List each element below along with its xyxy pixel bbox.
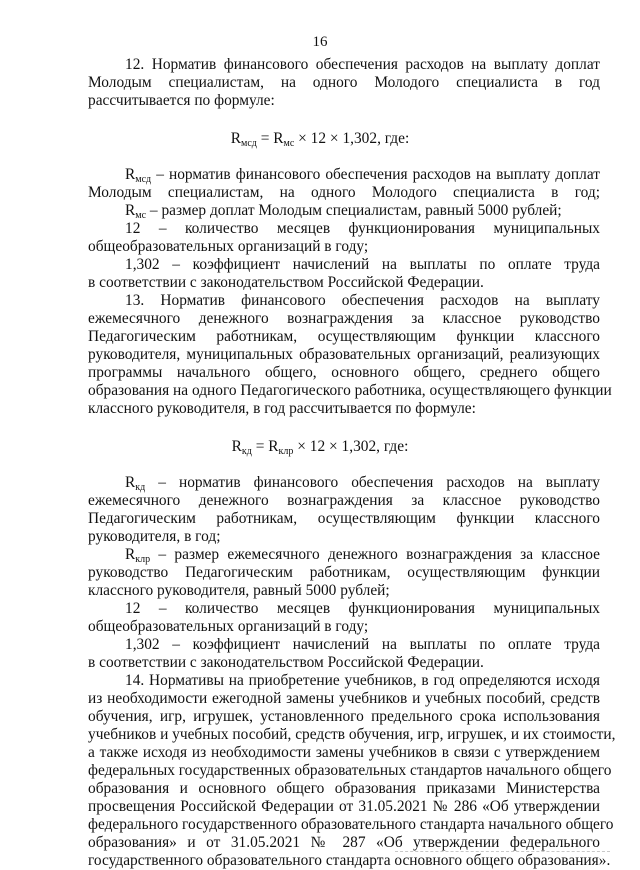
definition-r-msd: $R_{мсд}$ – норматив финансового обеспечения расходов на выплату доплат: [125, 166, 600, 185]
definition-line: общеобразовательных организаций в году;: [88, 618, 369, 635]
item-14-line: федерального государственного образовательного стандарта начального общего: [88, 816, 614, 833]
formula-1-rhs: $R_{мс}$: [273, 130, 295, 149]
item-13-line: ежемесячного денежного вознаграждения за классное руководство: [88, 310, 600, 327]
definition-12: 12 – количество месяцев функционирования муниципальных: [125, 220, 600, 237]
formula-2: $R_{кд} = R_{клр} \times 12 \times 1,302$, где:: [231, 438, 409, 457]
page-number: 16: [312, 34, 328, 50]
definition-line: классного руководителя, равный 5000 рублей;: [88, 582, 390, 599]
definition-1302: 1,302 – коэффициент начислений на выплаты по оплате труда: [125, 636, 600, 653]
formula-2-lhs: $R_{кд}$: [231, 438, 252, 457]
item-13-line: 13. Норматив финансового обеспечения расходов на выплату: [125, 292, 600, 309]
item-13-line: руководителя, муниципальных образовательных организаций, реализующих: [88, 346, 600, 363]
item-14-line: государственного образовательного стандарта основного общего образования».: [88, 852, 611, 869]
definition-r-kd: $R_{кд}$ – норматив финансового обеспечения расходов на выплату: [125, 474, 600, 493]
item-14-line: просвещения Российской Федерации от 31.05.2021 № 286 «Об утверждении: [88, 798, 600, 815]
definition-r-klr: $R_{клр}$ – размер ежемесячного денежного вознаграждения за классное: [125, 546, 600, 565]
formula-2-rhs: $R_{клр}$: [268, 438, 294, 457]
formula-1-lhs: $R_{мсд}$: [230, 130, 257, 149]
item-14-line: обучения, игр, игрушек, установленного предельного срока использования: [88, 708, 600, 725]
item-14-line: образования и основного общего образования приказами Министерства: [88, 780, 600, 797]
formula-1: $R_{мсд} = R_{мс} \times 12 \times 1,302$, где:: [230, 130, 410, 149]
definition-line: руководителя, в год;: [88, 528, 221, 545]
scan-artifact-rule: [395, 851, 610, 852]
item-12-line: 12. Норматив финансового обеспечения расходов на выплату доплат: [125, 56, 600, 73]
definition-12: 12 – количество месяцев функционирования муниципальных: [125, 600, 600, 617]
definition-line: ежемесячного денежного вознаграждения за классное руководство: [88, 492, 600, 509]
definition-r-ms: $R_{мс}$ – размер доплат Молодым специалистам, равный 5000 рублей;: [125, 202, 562, 221]
definition-line: Педагогическим работникам, осуществляющим функции классного: [88, 510, 600, 527]
item-12-line: рассчитывается по формуле:: [88, 92, 275, 109]
item-14-line: образования» и от 31.05.2021 № 287 «Об утверждении федерального: [88, 834, 600, 851]
item-14-line: 14. Нормативы на приобретение учебников, в год определяются исходя: [125, 672, 600, 689]
item-14-line: учебников и учебных пособий, средств обучения, игр, игрушек, и их стоимости,: [88, 726, 616, 743]
definition-1302: 1,302 – коэффициент начислений на выплаты по оплате труда: [125, 256, 600, 273]
item-13-line: классного руководителя, в год рассчитывается по формуле:: [88, 400, 476, 417]
definition-line: руководство Педагогическим работникам, осуществляющим функции: [88, 564, 600, 581]
item-13-line: образования на одного Педагогического работника, осуществляющего функции: [88, 382, 612, 399]
definition-line: в соответствии с законодательством Российской Федерации.: [88, 274, 484, 291]
item-13-line: Педагогическим работникам, осуществляющим функции классного: [88, 328, 600, 345]
item-14-line: из необходимости ежегодной замены учебников и учебных пособий, средств: [88, 690, 600, 707]
item-13-line: программы начального общего, основного общего, среднего общего: [88, 364, 600, 381]
item-12-line: Молодым специалистам, на одного Молодого специалиста в год: [88, 74, 600, 91]
item-14-line: федеральных государственных образовательных стандартов начального общего: [88, 762, 612, 779]
item-14-line: а также исходя из необходимости замены учебников в связи с утверждением: [88, 744, 600, 761]
definition-line: общеобразовательных организаций в году;: [88, 238, 369, 255]
definition-line: Молодым специалистам, на одного Молодого специалиста в год;: [88, 184, 600, 201]
definition-line: в соответствии с законодательством Российской Федерации.: [88, 654, 484, 671]
